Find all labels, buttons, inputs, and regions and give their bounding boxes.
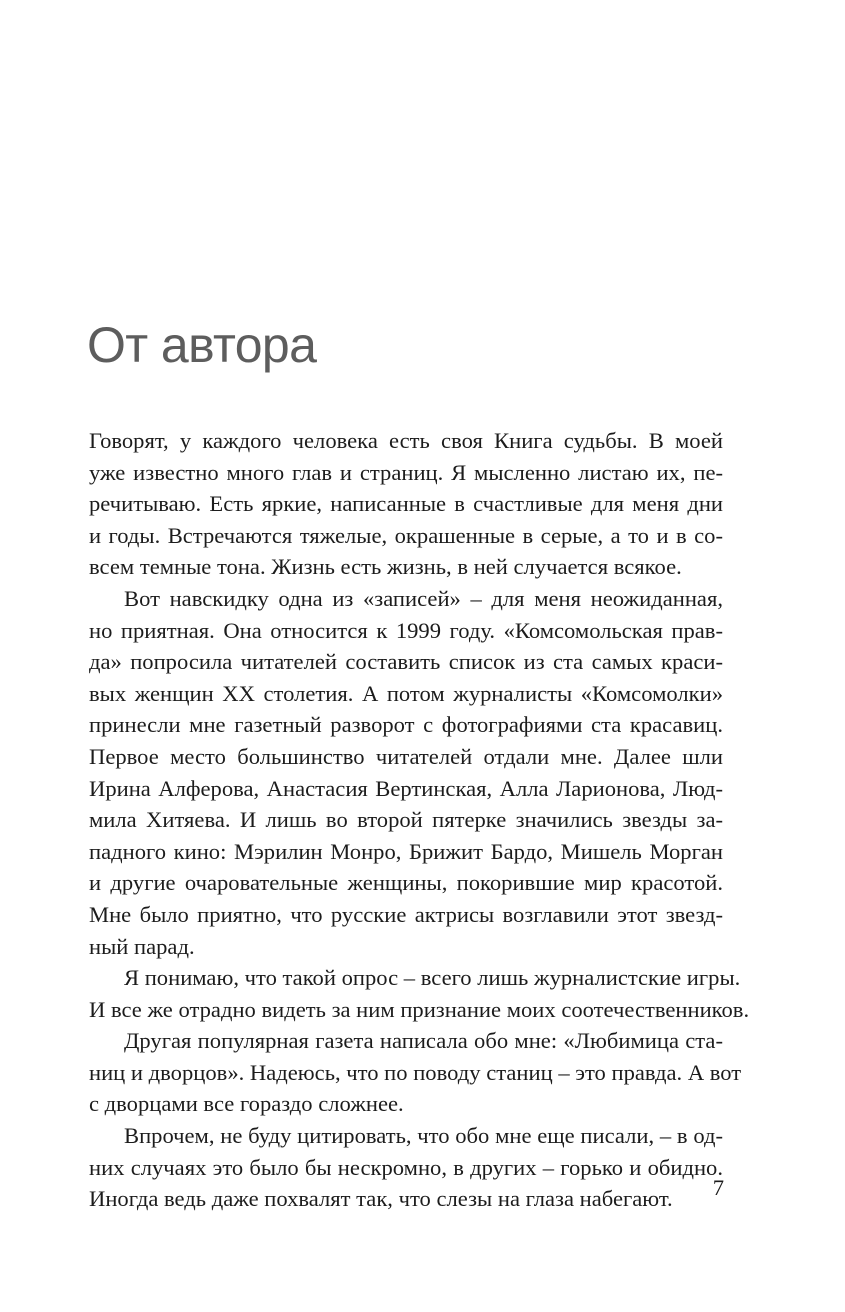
- text-line: Другая популярная газета написала обо мне: «Любимица ста-: [124, 1028, 723, 1054]
- text-line: Вот навскидку одна из «записей» – для меня неожиданная,: [124, 585, 723, 611]
- page-number: 7: [712, 1175, 724, 1200]
- text-line: Впрочем, не буду цитировать, что обо мне еще писали, – в од-: [124, 1123, 723, 1149]
- text-line: мила Хитяева. И лишь во второй пятерке значились звезды за-: [89, 807, 723, 833]
- text-line: Первое место большинство читателей отдали мне. Далее шли: [89, 743, 723, 769]
- text-line: Говорят, у каждого человека есть своя Книга судьбы. В моей: [89, 428, 723, 453]
- text-line: падного кино: Мэрилин Монро, Брижит Бардо, Мишель Морган: [89, 838, 723, 864]
- text-line: них случаях это было бы нескромно, в других – горько и обидно.: [89, 1154, 723, 1180]
- text-line: Ирина Алферова, Анастасия Вертинская, Алла Ларионова, Люд-: [89, 775, 723, 801]
- text-line: принесли мне газетный разворот с фотографиями ста красавиц.: [89, 712, 723, 738]
- text-line: Иногда ведь даже похвалят так, что слезы на глаза набегают.: [89, 1186, 673, 1212]
- text-line: но приятная. Она относится к 1999 году. «Комсомольская прав-: [89, 617, 723, 643]
- text-line: и годы. Встречаются тяжелые, окрашенные в серые, а то и в со-: [89, 522, 723, 548]
- chapter-title: От автора: [87, 317, 317, 373]
- text-line: вых женщин XX столетия. А потом журналисты «Комсомолки»: [89, 680, 723, 706]
- text-line: ниц и дворцов». Надеюсь, что по поводу станиц – это правда. А вот: [89, 1059, 742, 1085]
- text-line: уже известно много глав и страниц. Я мысленно листаю их, пе-: [89, 459, 723, 485]
- text-line: ный парад.: [89, 933, 195, 959]
- text-line: да» попросила читателей составить список из ста самых краси-: [89, 649, 723, 675]
- text-line: всем темные тона. Жизнь есть жизнь, в ней случается всякое.: [89, 554, 682, 580]
- text-line: И все же отрадно видеть за ним признание моих соотечественников.: [89, 996, 750, 1022]
- body-text: [89, 425, 750, 1215]
- text-line: с дворцами все гораздо сложнее.: [89, 1091, 404, 1117]
- text-line: Мне было приятно, что русские актрисы возглавили этот звезд-: [89, 901, 723, 927]
- text-line: речитываю. Есть яркие, написанные в счастливые для меня дни: [89, 491, 723, 517]
- text-line: и другие очаровательные женщины, покорившие мир красотой.: [89, 870, 723, 896]
- text-line: Я понимаю, что такой опрос – всего лишь журналистские игры.: [124, 965, 741, 991]
